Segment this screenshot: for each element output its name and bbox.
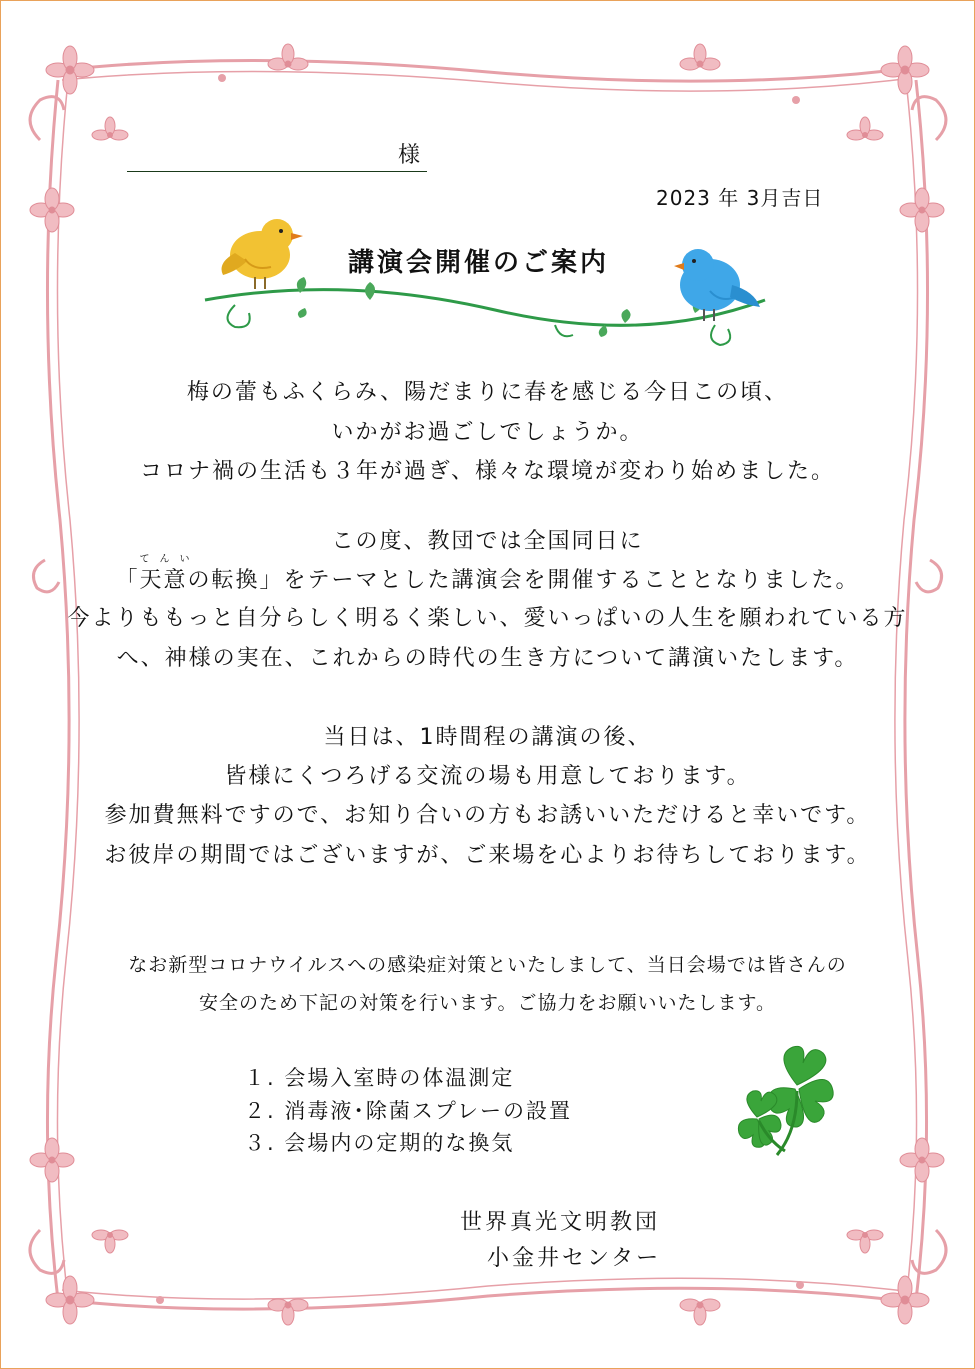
clover-icon (725, 1045, 840, 1160)
details-line-3: 参加費無料ですので、お知り合いの方もお誘いいただけると幸いです。 (104, 803, 871, 828)
greeting-line-1: 梅の蕾もふくらみ、陽だまりに春を感じる今日この頃、 (186, 380, 789, 405)
details-line-2: 皆様にくつろげる交流の場も用意しております。 (224, 764, 751, 789)
date-text: 2023 年 3月吉日 (656, 186, 824, 210)
vine-decoration (205, 290, 765, 345)
open-quote: 「 (115, 568, 140, 593)
measure-item-2: ２. 消毒液･除菌スプレーの設置 (244, 1099, 573, 1123)
details-line-1: 当日は、1時間程の講演の後、 (323, 725, 652, 750)
measure-item-1: １. 会場入室時の体温測定 (244, 1066, 515, 1090)
details-line-4: お彼岸の期間ではございますが、ご来場を心よりお待ちしております。 (104, 843, 871, 868)
page-title: 講演会開催のご案内 (348, 248, 610, 278)
covid-notice-line-1: なお新型コロナウイルスへの感染症対策といたしまして、当日会場では皆さんの (128, 954, 847, 976)
theme-rest: の転換」をテーマとした講演会を開催することとなりました。 (187, 568, 860, 593)
center-name: 小金井センター (487, 1246, 662, 1271)
theme-word-text: 天意 (139, 568, 188, 593)
blue-bird-icon (674, 249, 760, 321)
announcement-line-1: この度、教団では全国同日に (331, 529, 644, 554)
recipient-honorific: 様 (398, 143, 421, 168)
recipient-name-line (127, 171, 427, 172)
ruby-reading: てんい (139, 554, 200, 565)
birds-vine-illustration (195, 205, 785, 360)
organization-name: 世界真光文明教団 (460, 1210, 661, 1235)
yellow-bird-icon (222, 219, 304, 289)
greeting-line-3: コロナ禍の生活も３年が過ぎ、様々な環境が変わり始めました。 (139, 459, 836, 484)
announcement-line-3: 今よりももっと自分らしく明るく楽しい、愛いっぱいの人生を願われている方 (67, 606, 908, 631)
announcement-line-4: へ、神様の実在、これからの時代の生き方について講演いたします。 (116, 646, 859, 671)
greeting-line-2: いかがお過ごしでしょうか。 (331, 420, 644, 445)
measure-item-3: ３. 会場内の定期的な換気 (244, 1131, 515, 1155)
announcement-line-2 (0, 554, 975, 594)
theme-word (139, 554, 200, 594)
covid-notice-line-2: 安全のため下記の対策を行います。ご協力をお願いいたします。 (199, 992, 776, 1014)
